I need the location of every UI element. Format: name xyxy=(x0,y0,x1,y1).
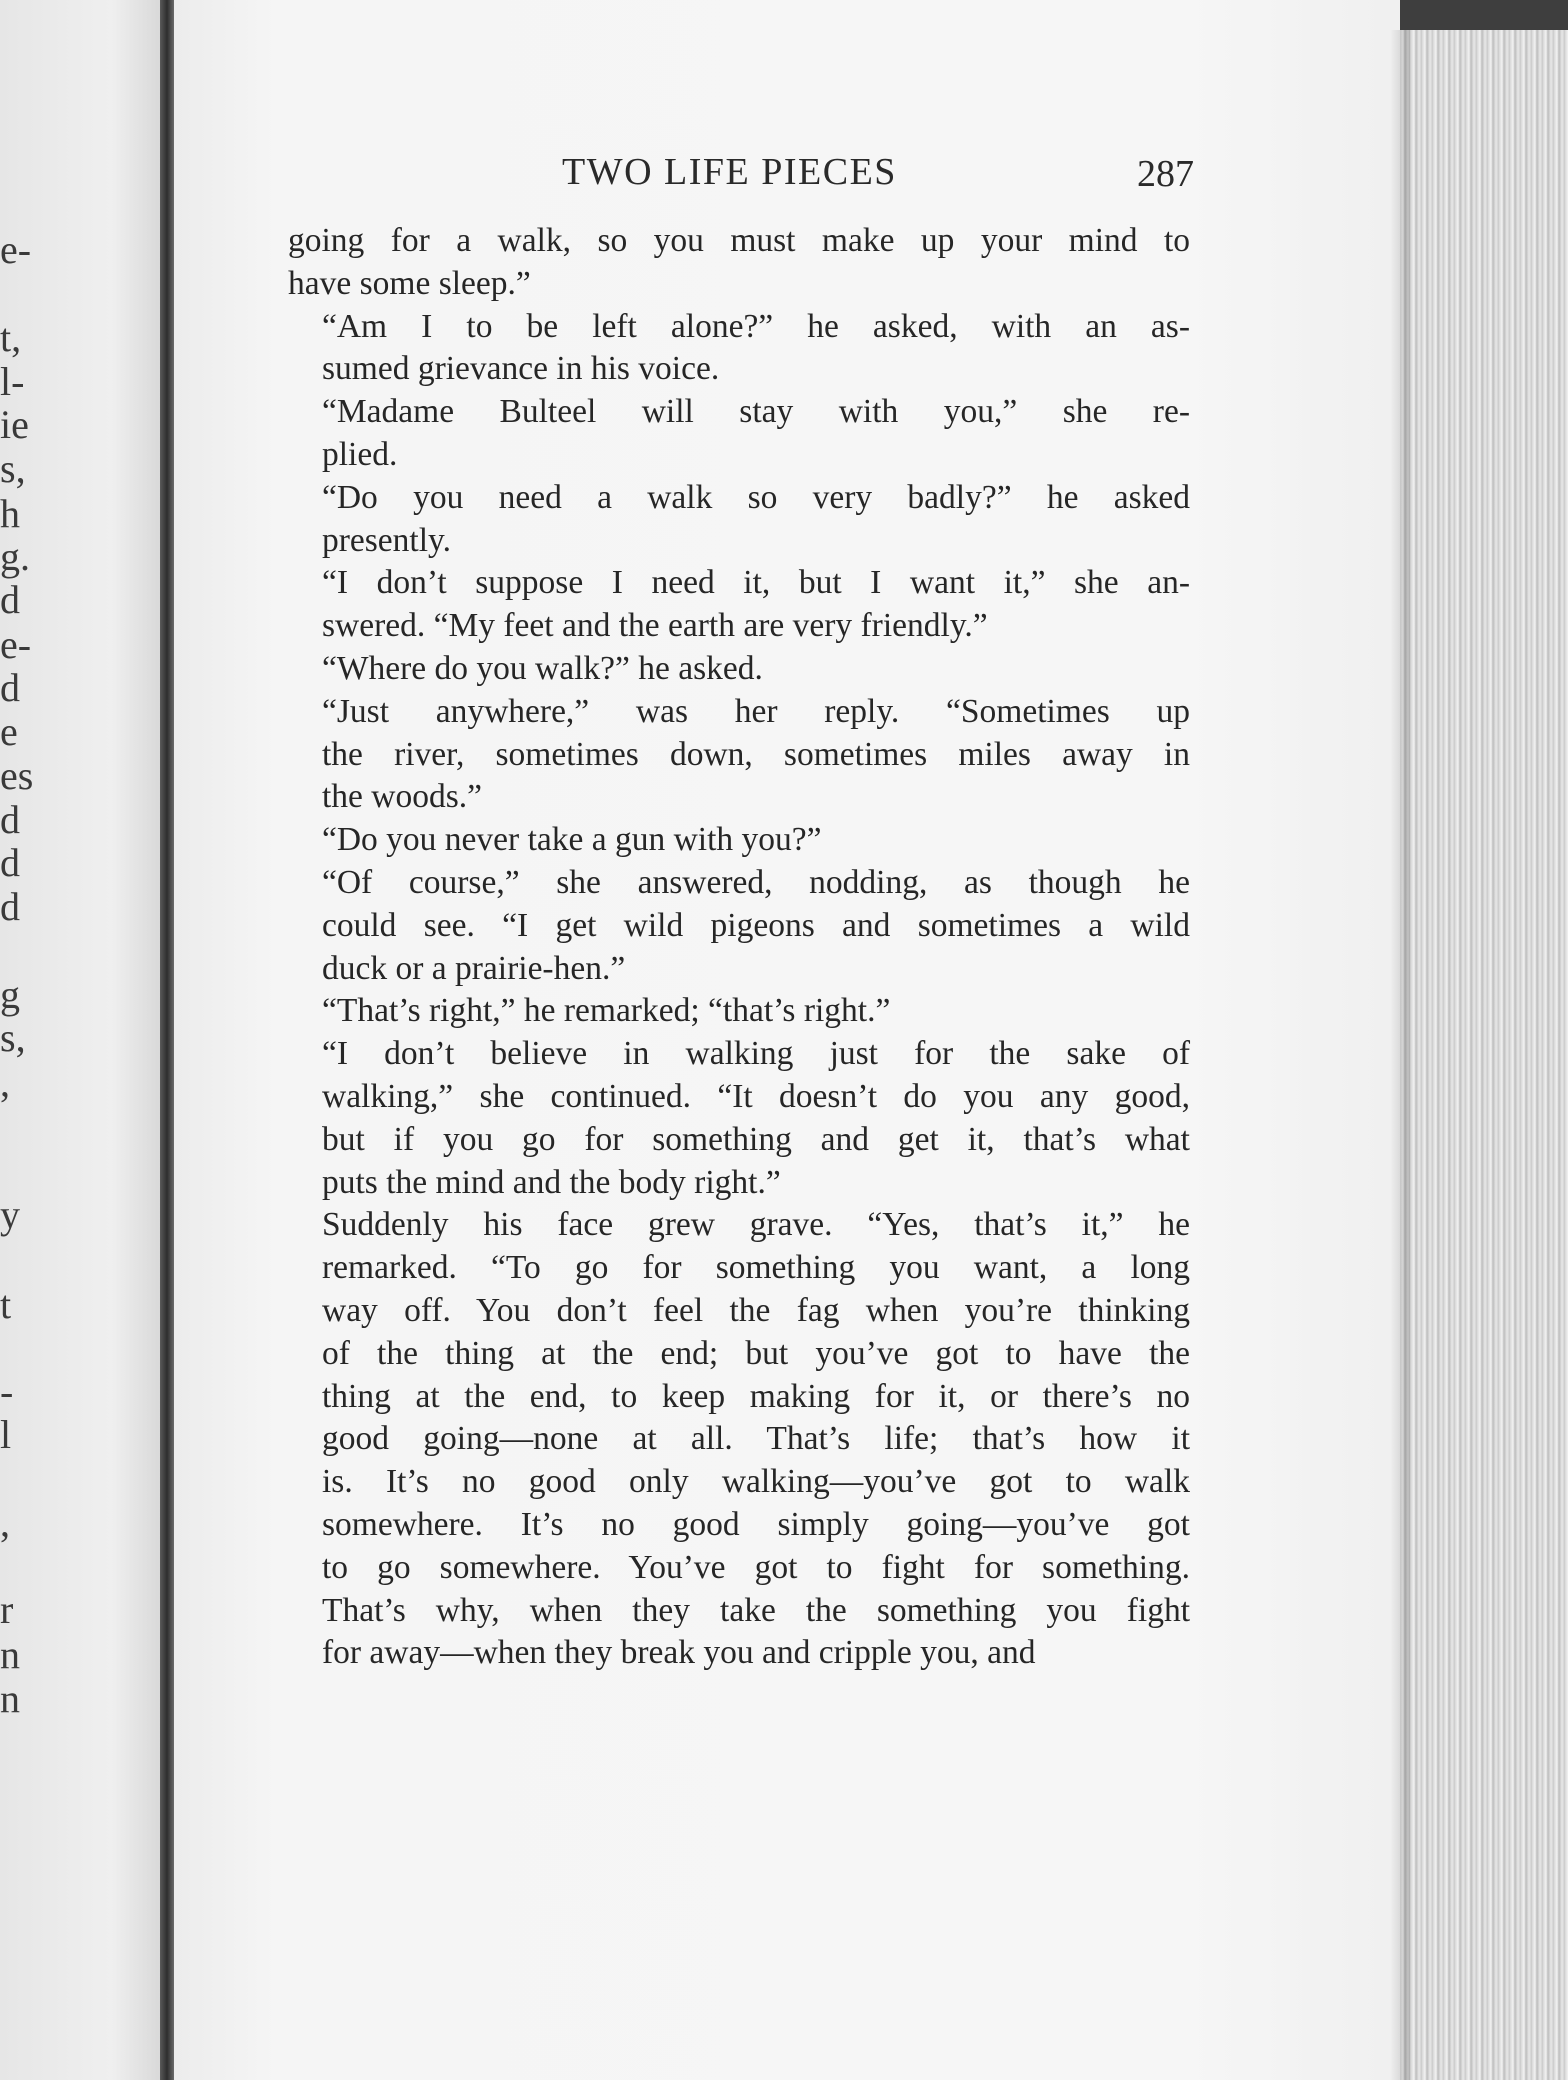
text-line: remarked. “To go for something you want, a long xyxy=(322,1249,1190,1287)
page-edge-shadow xyxy=(1390,30,1410,2080)
facing-page-fragment: d xyxy=(0,665,20,710)
facing-page-fragment: , xyxy=(0,1500,10,1545)
text-line: “That’s right,” he remarked; “that’s right.” xyxy=(322,992,891,1030)
paragraph xyxy=(288,648,1190,691)
text-line: “I don’t believe in walking just for the sake of xyxy=(322,1035,1190,1073)
paragraph xyxy=(288,691,1190,819)
facing-page-fragment: d xyxy=(0,577,20,622)
text-line: to go somewhere. You’ve got to fight for something. xyxy=(322,1548,1190,1586)
facing-page-fragment: ie xyxy=(0,402,29,447)
facing-page-fragment: e- xyxy=(0,227,32,272)
paragraph xyxy=(288,990,1190,1033)
paragraph xyxy=(288,220,1190,306)
text-line: walking,” she continued. “It doesn’t do you any good, xyxy=(322,1077,1190,1115)
text-line: have some sleep.” xyxy=(288,264,531,302)
page-number: 287 xyxy=(1137,153,1194,195)
facing-page-fragment: e xyxy=(0,709,18,754)
facing-page xyxy=(0,0,160,2080)
body-text xyxy=(288,220,1190,1675)
text-line: plied. xyxy=(322,435,398,473)
text-line: “Do you need a walk so very badly?” he asked xyxy=(322,478,1190,516)
facing-page-fragment: n xyxy=(0,1676,20,1721)
page-stack-edge xyxy=(1400,30,1568,2080)
facing-page-fragment: g xyxy=(0,972,20,1017)
text-line: Suddenly his face grew grave. “Yes, that’s it,” he xyxy=(322,1206,1190,1244)
text-line: for away—when they break you and cripple you, and xyxy=(322,1634,1036,1672)
page-header xyxy=(300,150,1200,210)
text-line: the river, sometimes down, sometimes miles away in xyxy=(322,735,1190,773)
text-line: “Am I to be left alone?” he asked, with an as- xyxy=(322,307,1190,345)
facing-page-fragment: d xyxy=(0,797,20,842)
text-line: “Where do you walk?” he asked. xyxy=(322,649,763,687)
facing-page-fragment: - xyxy=(0,1369,14,1414)
text-line: good going—none at all. That’s life; that’s how it xyxy=(322,1420,1190,1458)
facing-page-fragment: h xyxy=(0,491,20,536)
paragraph xyxy=(288,562,1190,648)
facing-page-fragment: r xyxy=(0,1587,14,1632)
text-line: “I don’t suppose I need it, but I want it,” she an- xyxy=(322,564,1190,602)
facing-page-fragment: y xyxy=(0,1192,20,1237)
text-line: “Just anywhere,” was her reply. “Sometimes up xyxy=(322,692,1190,730)
text-line: That’s why, when they take the something you fight xyxy=(322,1591,1190,1629)
facing-page-fragment: es xyxy=(0,753,34,798)
facing-page-fragment: s, xyxy=(0,446,26,491)
text-line: thing at the end, to keep making for it, or there’s no xyxy=(322,1377,1190,1415)
paragraph xyxy=(288,477,1190,563)
facing-page-fragment: t, xyxy=(0,315,22,360)
text-line: going for a walk, so you must make up your mind to xyxy=(288,222,1190,259)
text-line: somewhere. It’s no good simply going—you’ve got xyxy=(322,1505,1190,1543)
text-line: sumed grievance in his voice. xyxy=(322,350,720,388)
text-line: “Do you never take a gun with you?” xyxy=(322,821,822,859)
paragraph xyxy=(288,1204,1190,1675)
facing-page-fragment: n xyxy=(0,1632,20,1677)
facing-page-fragment: l- xyxy=(0,359,25,404)
text-line: “Of course,” she answered, nodding, as though he xyxy=(322,863,1190,901)
text-line: swered. “My feet and the earth are very friendly.” xyxy=(322,607,988,645)
text-line: presently. xyxy=(322,521,451,559)
text-line: the woods.” xyxy=(322,778,483,816)
paragraph xyxy=(288,391,1190,477)
facing-page-fragment: e- xyxy=(0,622,32,667)
running-head: TWO LIFE PIECES xyxy=(562,151,897,193)
facing-page-fragment: t xyxy=(0,1282,12,1327)
facing-page-fragment: s, xyxy=(0,1015,26,1060)
paragraph xyxy=(288,306,1190,392)
text-line: puts the mind and the body right.” xyxy=(322,1163,781,1201)
facing-page-fragment: d xyxy=(0,840,20,885)
text-line: is. It’s no good only walking—you’ve got to walk xyxy=(322,1463,1190,1501)
paragraph xyxy=(288,862,1190,990)
text-line: but if you go for something and get it, that’s what xyxy=(322,1120,1190,1158)
facing-page-text-fragments xyxy=(0,0,34,2080)
book-gutter xyxy=(160,0,174,2080)
text-line: duck or a prairie-hen.” xyxy=(322,949,626,987)
text-line: way off. You don’t feel the fag when you’re thinking xyxy=(322,1291,1190,1329)
facing-page-fragment: g. xyxy=(0,534,30,579)
text-line: could see. “I get wild pigeons and sometimes a wild xyxy=(322,906,1190,944)
text-line: of the thing at the end; but you’ve got to have the xyxy=(322,1334,1190,1372)
facing-page-fragment: d xyxy=(0,884,20,929)
facing-page-fragment: l xyxy=(0,1412,12,1457)
paragraph xyxy=(288,819,1190,862)
text-line: “Madame Bulteel will stay with you,” she re- xyxy=(322,393,1190,431)
paragraph xyxy=(288,1033,1190,1204)
facing-page-fragment: , xyxy=(0,1060,10,1105)
